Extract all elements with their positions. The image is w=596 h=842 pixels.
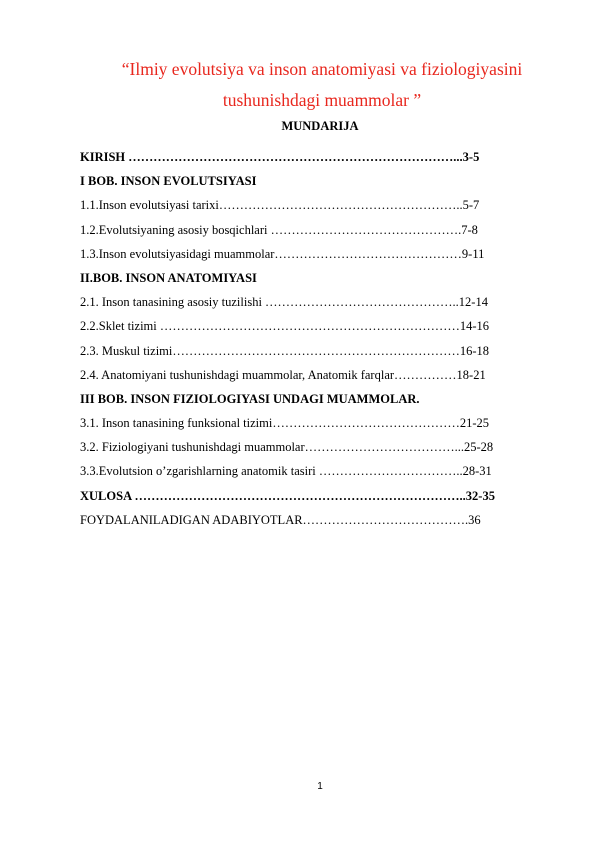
toc-entry-1-2: 1.2.Evolutsiyaning asosiy bosqichlari ……………………………………….7-8 <box>80 222 478 237</box>
document-title-line-1: “Ilmiy evolutsiya va inson anatomiyasi va fiziologiyasini <box>121 59 523 79</box>
toc-entry-kirish: KIRISH ……………………………………………………………………...3-5 <box>80 150 480 164</box>
toc-entry-2-4: 2.4. Anatomiyani tushunishdagi muammolar, Anatomik farqlar……………18-21 <box>80 367 486 382</box>
contents-heading: MUNDARIJA <box>281 119 359 133</box>
toc-entry-2-3: 2.3. Muskul tizimi……………………………………………………………16-18 <box>80 343 490 358</box>
toc-chapter-2: II.BOB. INSON ANATOMIYASI <box>80 270 257 285</box>
toc-entry-3-1: 3.1. Inson tanasining funksional tizimi………………………………………21-25 <box>80 416 490 431</box>
toc-chapter-3: III BOB. INSON FIZIOLOGIYASI UNDAGI MUAMMOLAR. <box>80 391 420 406</box>
toc-entry-3-2: 3.2. Fiziologiyani tushunishdagi muammolar………………………………...25-28 <box>80 440 494 455</box>
toc-entry-2-2: 2.2.Sklet tizimi ………………………………………………………………14-16 <box>80 319 490 334</box>
document-title-line-2: tushunishdagi muammolar ” <box>222 90 422 110</box>
toc-entry-3-3: 3.3.Evolutsion o’zgarishlarning anatomik tasiri ……………………………..28-31 <box>80 464 492 479</box>
toc-entry-1-1: 1.1.Inson evolutsiyasi tarixi…………………………………………………..5-7 <box>80 198 480 213</box>
toc-entry-references: FOYDALANILADIGAN ADABIYOTLAR………………………………….36 <box>80 512 481 527</box>
toc-entry-1-3: 1.3.Inson evolutsiyasidagi muammolar………………………………………9-11 <box>80 246 485 261</box>
toc-chapter-1: I BOB. INSON EVOLUTSIYASI <box>80 174 257 189</box>
table-of-contents <box>80 148 495 535</box>
toc-entry-2-1: 2.1. Inson tanasining asosiy tuzilishi ………………………………………..12-14 <box>80 295 488 310</box>
toc-entry-xulosa: XULOSA ……………………………………………………………………..32-35 <box>80 488 495 503</box>
page-number: 1 <box>317 781 323 792</box>
